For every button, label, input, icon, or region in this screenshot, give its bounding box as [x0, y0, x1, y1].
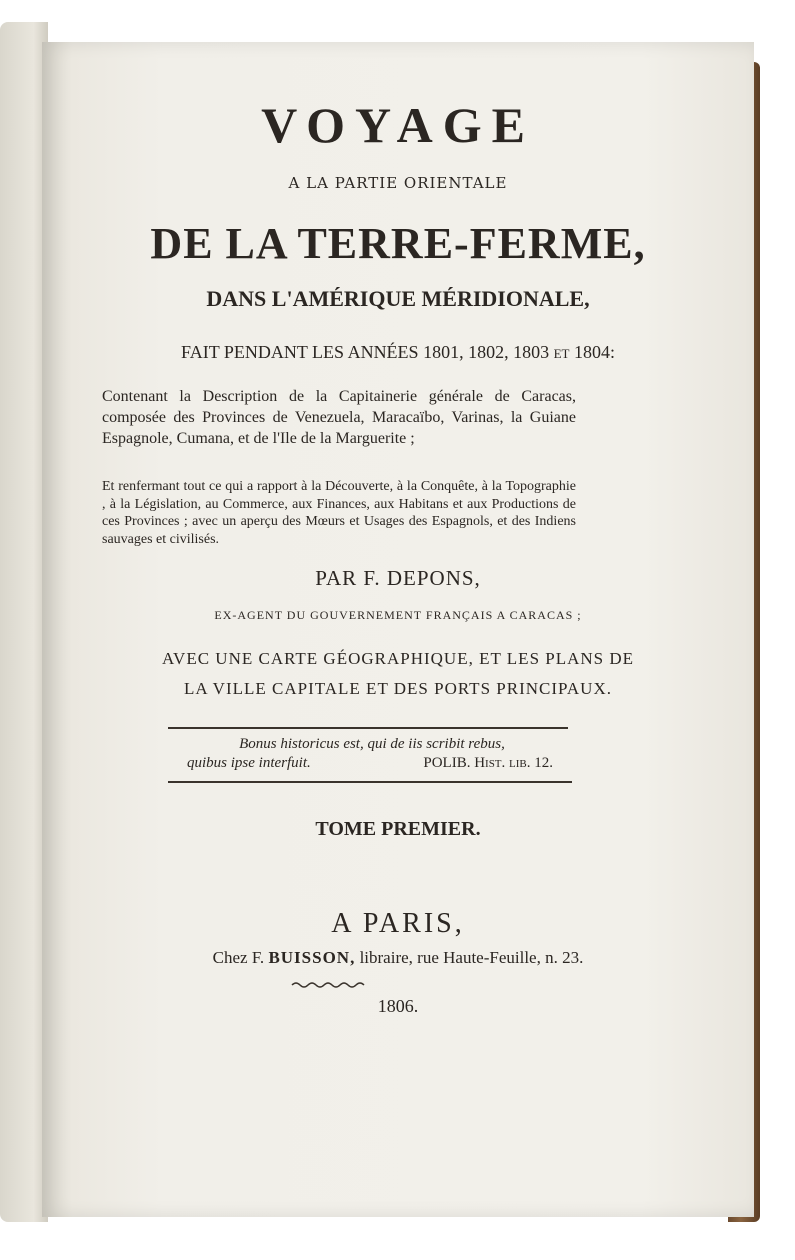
motto-citation: POLIB. Hist. lib. 12.	[423, 755, 553, 771]
subtitle-amerique: DANS L'AMÉRIQUE MÉRIDIONALE,	[206, 286, 590, 311]
publisher-address: libraire, rue Haute-Feuille, n. 23.	[359, 948, 584, 967]
subtitle-years: FAIT PENDANT LES ANNÉES 1801, 1802, 1803 et 1804:	[181, 342, 615, 362]
title-page	[42, 42, 754, 1217]
subtitle-terre-ferme: DE LA TERRE-FERME,	[150, 219, 646, 268]
bottom-rule	[168, 781, 572, 783]
author-role: EX-AGENT DU GOUVERNEMENT FRANÇAIS A CARACAS ;	[214, 608, 582, 622]
description-paragraph-1: Contenant la Description de la Capitainerie générale de Caracas, composée des Provinces de Venezuela, Maracaïbo, Varinas, la Guiane Espagnole, Cumana, et de l'Ile de la Marguerite ;	[102, 388, 576, 447]
top-rule	[168, 727, 568, 729]
ornament-wave-icon	[290, 980, 370, 990]
publisher-line	[42, 948, 754, 968]
publisher-name: BUISSON,	[268, 948, 356, 967]
left-page-edge	[0, 22, 48, 1222]
description-paragraph-2: Et renfermant tout ce qui a rapport à la Découverte, à la Conquête, à la Topographie , à la Législation, au Commerce, aux Finances, aux Habitans et aux Productions de ces Provinces ; avec un aperçu des Mœurs et Usages des Espagnols, et des Indiens sauvages et civilisés.	[102, 479, 576, 547]
author-line: PAR F. DEPONS,	[315, 566, 481, 590]
maps-line-1: AVEC UNE CARTE GÉOGRAPHIQUE, ET LES PLANS DE	[161, 649, 635, 668]
book-title: VOYAGE	[261, 97, 535, 153]
subtitle-partie: A LA PARTIE ORIENTALE	[288, 174, 508, 192]
place-of-publication: A PARIS,	[331, 908, 465, 939]
publisher-prefix: Chez F.	[212, 948, 265, 967]
motto-line-1: Bonus historicus est, qui de iis scribit rebus,	[239, 736, 505, 752]
maps-line-2: LA VILLE CAPITALE ET DES PORTS PRINCIPAUX.	[184, 679, 612, 698]
motto-text: quibus ipse interfuit.	[187, 755, 311, 771]
publication-year: 1806.	[377, 996, 419, 1016]
motto-line-2	[187, 755, 557, 772]
volume-label: TOME PREMIER.	[315, 818, 481, 840]
